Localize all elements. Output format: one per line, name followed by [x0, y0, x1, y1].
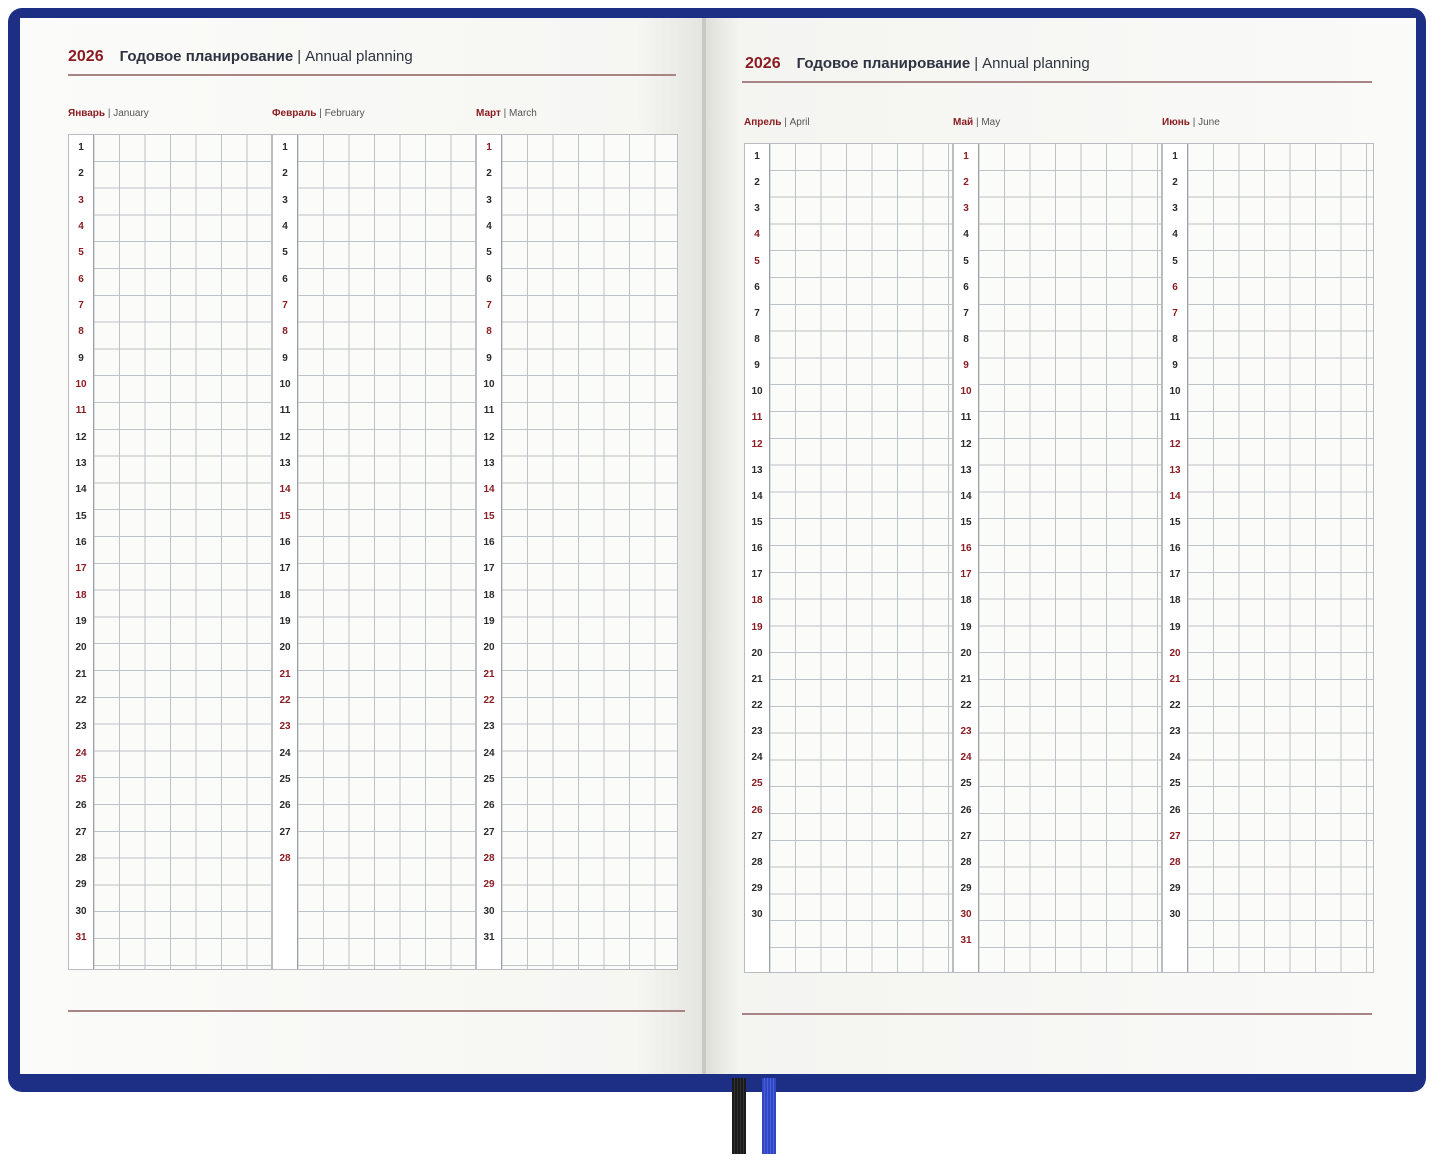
day-number: 9	[963, 360, 969, 372]
day-number: 25	[483, 774, 495, 786]
month-name-ru: Январь	[68, 108, 106, 119]
header-rule	[68, 74, 676, 76]
day-number: 20	[279, 642, 291, 654]
day-number: 28	[751, 856, 763, 868]
day-number: 23	[75, 721, 87, 733]
month-label	[744, 117, 810, 128]
day-number: 16	[751, 543, 763, 555]
day-number: 11	[279, 405, 291, 417]
day-number: 12	[75, 431, 87, 443]
day-number: 3	[486, 194, 492, 206]
month-label	[953, 117, 1000, 128]
day-number: 21	[279, 668, 291, 680]
day-number: 5	[963, 255, 969, 267]
day-number: 17	[751, 569, 763, 581]
day-number: 14	[1169, 490, 1181, 502]
day-number: 1	[1172, 151, 1178, 163]
day-number: 18	[75, 589, 87, 601]
day-number: 10	[751, 386, 763, 398]
month-name-ru: Март	[476, 108, 501, 119]
day-number: 28	[960, 856, 972, 868]
month-separator: |	[1189, 117, 1199, 128]
day-number: 8	[1172, 334, 1178, 346]
day-number: 16	[483, 537, 495, 549]
day-number: 21	[1169, 673, 1181, 685]
day-number: 31	[75, 932, 87, 944]
day-number: 27	[483, 826, 495, 838]
footer-rule	[742, 1013, 1372, 1015]
day-number: 19	[75, 616, 87, 628]
day-number: 3	[282, 194, 288, 206]
day-number: 19	[483, 616, 495, 628]
day-number: 16	[75, 537, 87, 549]
day-number: 12	[483, 431, 495, 443]
day-number: 29	[960, 882, 972, 894]
day-number: 1	[282, 142, 288, 154]
month-name-ru: Февраль	[272, 108, 317, 119]
month-name-ru: Июнь	[1162, 117, 1190, 128]
day-number: 11	[75, 405, 87, 417]
day-number: 26	[960, 804, 972, 816]
day-number: 18	[483, 589, 495, 601]
day-number: 27	[75, 826, 87, 838]
day-number: 27	[751, 830, 763, 842]
day-number: 24	[75, 747, 87, 759]
day-number: 14	[75, 484, 87, 496]
day-number: 27	[960, 830, 972, 842]
day-number: 5	[754, 255, 760, 267]
month-separator: |	[500, 108, 510, 119]
header-title-ru: Годовое планирование	[796, 55, 971, 72]
month-block-april	[744, 117, 953, 971]
day-number: 26	[751, 804, 763, 816]
day-number: 26	[75, 800, 87, 812]
planning-grid[interactable]	[272, 134, 476, 970]
header-separator: |	[297, 48, 302, 65]
header-rule	[742, 81, 1372, 83]
month-block-february	[272, 108, 476, 968]
day-number: 6	[963, 281, 969, 293]
day-number: 17	[1169, 569, 1181, 581]
day-number: 23	[483, 721, 495, 733]
day-number: 22	[751, 699, 763, 711]
day-number: 17	[75, 563, 87, 575]
day-number: 17	[279, 563, 291, 575]
month-name-en: June	[1198, 117, 1220, 128]
day-number: 6	[754, 281, 760, 293]
planning-grid[interactable]	[1162, 143, 1374, 973]
day-number: 7	[486, 300, 492, 312]
day-number: 4	[1172, 229, 1178, 241]
day-number: 10	[279, 379, 291, 391]
day-number-column	[69, 135, 94, 969]
day-number: 20	[75, 642, 87, 654]
day-number: 21	[751, 673, 763, 685]
month-block-june	[1162, 117, 1374, 971]
day-number: 21	[75, 668, 87, 680]
day-number-column	[273, 135, 298, 969]
day-number: 2	[963, 177, 969, 189]
day-number: 11	[1169, 412, 1181, 424]
day-number: 25	[75, 774, 87, 786]
month-block-march	[476, 108, 678, 968]
day-number: 13	[75, 458, 87, 470]
header-title-ru: Годовое планирование	[119, 48, 294, 65]
day-number: 3	[1172, 203, 1178, 215]
day-number: 13	[960, 464, 972, 476]
day-number: 7	[78, 300, 84, 312]
day-number: 22	[960, 699, 972, 711]
day-number: 7	[754, 307, 760, 319]
day-number: 24	[483, 747, 495, 759]
day-number: 26	[279, 800, 291, 812]
day-number: 27	[279, 826, 291, 838]
day-number: 1	[754, 151, 760, 163]
day-number: 10	[960, 386, 972, 398]
day-number: 11	[483, 405, 495, 417]
month-name-ru: Апрель	[744, 117, 782, 128]
day-number: 10	[75, 379, 87, 391]
day-number: 28	[483, 853, 495, 865]
day-number: 23	[960, 726, 972, 738]
day-number: 28	[75, 853, 87, 865]
day-number: 23	[279, 721, 291, 733]
day-number: 22	[279, 695, 291, 707]
day-number: 26	[483, 800, 495, 812]
day-number: 2	[1172, 177, 1178, 189]
day-number: 20	[751, 647, 763, 659]
day-number: 4	[963, 229, 969, 241]
day-number: 14	[960, 490, 972, 502]
month-label	[476, 108, 537, 119]
day-number: 30	[751, 909, 763, 921]
header-year: 2026	[745, 55, 781, 72]
day-number: 15	[75, 510, 87, 522]
day-number: 15	[751, 517, 763, 529]
day-number: 5	[78, 247, 84, 259]
day-number: 4	[754, 229, 760, 241]
day-number: 29	[483, 879, 495, 891]
day-number-column	[954, 144, 979, 972]
day-number: 30	[960, 909, 972, 921]
header-year: 2026	[68, 48, 104, 65]
day-number: 22	[1169, 699, 1181, 711]
day-number: 16	[960, 543, 972, 555]
day-number: 28	[279, 853, 291, 865]
day-number: 1	[963, 151, 969, 163]
day-number: 15	[1169, 517, 1181, 529]
day-number: 6	[486, 273, 492, 285]
day-number: 22	[75, 695, 87, 707]
day-number: 31	[483, 932, 495, 944]
day-number: 25	[279, 774, 291, 786]
day-number: 11	[751, 412, 763, 424]
day-number: 19	[1169, 621, 1181, 633]
day-number: 3	[754, 203, 760, 215]
day-number: 2	[282, 168, 288, 180]
day-number: 18	[279, 589, 291, 601]
day-number: 31	[960, 935, 972, 947]
month-block-may	[953, 117, 1162, 971]
day-number: 14	[751, 490, 763, 502]
day-number: 30	[483, 905, 495, 917]
book-spine	[702, 18, 706, 1074]
day-number: 18	[1169, 595, 1181, 607]
day-number: 18	[960, 595, 972, 607]
month-label	[1162, 117, 1220, 128]
day-number: 7	[963, 307, 969, 319]
day-number: 1	[486, 142, 492, 154]
day-number: 8	[78, 326, 84, 338]
day-number: 27	[1169, 830, 1181, 842]
day-number: 21	[960, 673, 972, 685]
day-number: 30	[1169, 909, 1181, 921]
day-number: 10	[483, 379, 495, 391]
day-number: 24	[960, 752, 972, 764]
header-separator: |	[974, 55, 979, 72]
day-number: 23	[1169, 726, 1181, 738]
day-number: 25	[751, 778, 763, 790]
day-number: 8	[963, 334, 969, 346]
month-label	[68, 108, 149, 119]
day-number: 25	[960, 778, 972, 790]
day-number: 15	[279, 510, 291, 522]
day-number: 8	[486, 326, 492, 338]
day-number: 20	[1169, 647, 1181, 659]
planning-grid[interactable]	[744, 143, 953, 973]
day-number: 21	[483, 668, 495, 680]
day-number: 4	[282, 221, 288, 233]
day-number-column	[477, 135, 502, 969]
day-number: 12	[751, 438, 763, 450]
day-number: 23	[751, 726, 763, 738]
header-title-en: Annual planning	[305, 48, 413, 65]
day-number: 10	[1169, 386, 1181, 398]
footer-rule	[68, 1010, 685, 1012]
month-name-en: May	[981, 117, 1001, 128]
day-number: 24	[279, 747, 291, 759]
month-block-january	[68, 108, 272, 968]
month-name-en: April	[789, 117, 810, 128]
day-number: 20	[960, 647, 972, 659]
bookmark-ribbon-blue[interactable]	[762, 1078, 776, 1154]
planning-grid[interactable]	[68, 134, 272, 970]
day-number: 2	[78, 168, 84, 180]
day-number: 12	[960, 438, 972, 450]
day-number: 6	[282, 273, 288, 285]
month-name-ru: Май	[953, 117, 974, 128]
day-number: 20	[483, 642, 495, 654]
day-number: 14	[483, 484, 495, 496]
day-number: 13	[279, 458, 291, 470]
day-number: 9	[78, 352, 84, 364]
month-separator: |	[781, 117, 790, 128]
right-page-header	[745, 55, 1090, 73]
month-name-en: February	[324, 108, 365, 119]
day-number: 8	[754, 334, 760, 346]
day-number: 16	[279, 537, 291, 549]
day-number: 29	[751, 882, 763, 894]
day-number: 24	[1169, 752, 1181, 764]
day-number: 2	[486, 168, 492, 180]
day-number: 14	[279, 484, 291, 496]
day-number: 24	[751, 752, 763, 764]
day-number: 17	[960, 569, 972, 581]
header-title-en: Annual planning	[982, 55, 1090, 72]
day-number: 1	[78, 142, 84, 154]
day-number: 8	[282, 326, 288, 338]
month-label	[272, 108, 365, 119]
day-number: 19	[279, 616, 291, 628]
day-number: 13	[751, 464, 763, 476]
day-number: 7	[1172, 307, 1178, 319]
day-number: 13	[1169, 464, 1181, 476]
day-number: 2	[754, 177, 760, 189]
day-number: 12	[279, 431, 291, 443]
planning-grid[interactable]	[953, 143, 1162, 973]
day-number-column	[1163, 144, 1188, 972]
month-name-en: March	[509, 108, 537, 119]
day-number: 19	[751, 621, 763, 633]
day-number: 13	[483, 458, 495, 470]
day-number: 30	[75, 905, 87, 917]
day-number: 4	[78, 221, 84, 233]
day-number: 3	[963, 203, 969, 215]
day-number: 9	[486, 352, 492, 364]
day-number: 28	[1169, 856, 1181, 868]
day-number: 5	[282, 247, 288, 259]
day-number: 22	[483, 695, 495, 707]
day-number: 6	[1172, 281, 1178, 293]
day-number: 11	[960, 412, 972, 424]
day-number: 9	[282, 352, 288, 364]
planning-grid[interactable]	[476, 134, 678, 970]
day-number: 18	[751, 595, 763, 607]
day-number: 15	[960, 517, 972, 529]
day-number: 7	[282, 300, 288, 312]
day-number: 29	[75, 879, 87, 891]
day-number: 29	[1169, 882, 1181, 894]
month-separator: |	[973, 117, 982, 128]
day-number: 26	[1169, 804, 1181, 816]
day-number: 6	[78, 273, 84, 285]
day-number: 3	[78, 194, 84, 206]
day-number: 9	[1172, 360, 1178, 372]
month-name-en: January	[113, 108, 149, 119]
day-number: 19	[960, 621, 972, 633]
day-number: 12	[1169, 438, 1181, 450]
day-number: 5	[1172, 255, 1178, 267]
day-number: 5	[486, 247, 492, 259]
month-separator: |	[316, 108, 325, 119]
month-separator: |	[105, 108, 114, 119]
day-number-column	[745, 144, 770, 972]
day-number: 9	[754, 360, 760, 372]
day-number: 25	[1169, 778, 1181, 790]
day-number: 4	[486, 221, 492, 233]
day-number: 16	[1169, 543, 1181, 555]
bookmark-ribbon-black[interactable]	[732, 1078, 746, 1154]
day-number: 17	[483, 563, 495, 575]
day-number: 15	[483, 510, 495, 522]
left-page-header	[68, 48, 413, 66]
